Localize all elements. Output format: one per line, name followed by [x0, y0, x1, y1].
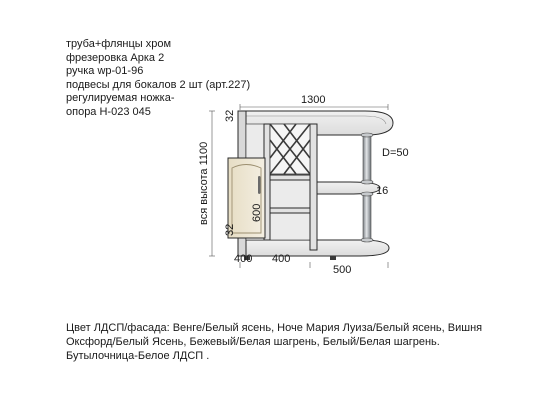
dim-bottom-thickness: 32: [224, 223, 236, 236]
spec-item: подвесы для бокалов 2 шт (арт.227): [66, 78, 251, 91]
footer-notes: [66, 322, 486, 364]
wine-rack: [270, 124, 310, 174]
dim-section-right: 500: [333, 264, 352, 276]
dim-section-middle: 400: [272, 253, 291, 265]
spec-item: опора Н-023 045: [66, 105, 151, 118]
dim-top-thickness: 32: [224, 109, 236, 122]
dim-section-left: 400: [234, 253, 253, 265]
spec-item: регулируемая ножка-: [66, 92, 175, 104]
spec-item: труба+флянцы хром: [66, 38, 172, 50]
door-handle: [258, 176, 261, 194]
spec-item: ручка wp-01-96: [66, 65, 144, 77]
spec-item: фрезеровка Арка 2: [66, 51, 165, 64]
dim-total-height: вся высота 1100: [198, 141, 210, 225]
dim-total-width: 1300: [301, 94, 326, 106]
bottle-rack-note: Бутылочница-Белое ЛДСП .: [66, 350, 210, 362]
dim-shelf-thickness: 16: [376, 185, 389, 197]
dim-door-height: 600: [251, 203, 263, 222]
color-options-note: Цвет ЛДСП/фасада: Венге/Белый ясень, Ноче Мария Луиза/Белый ясень, Вишня Оксфорд/Белый Ясень, Бежевый/Белая шагрень, Белый/Белая шагрень.: [66, 322, 483, 348]
dim-tube-diameter: D=50: [382, 147, 409, 159]
